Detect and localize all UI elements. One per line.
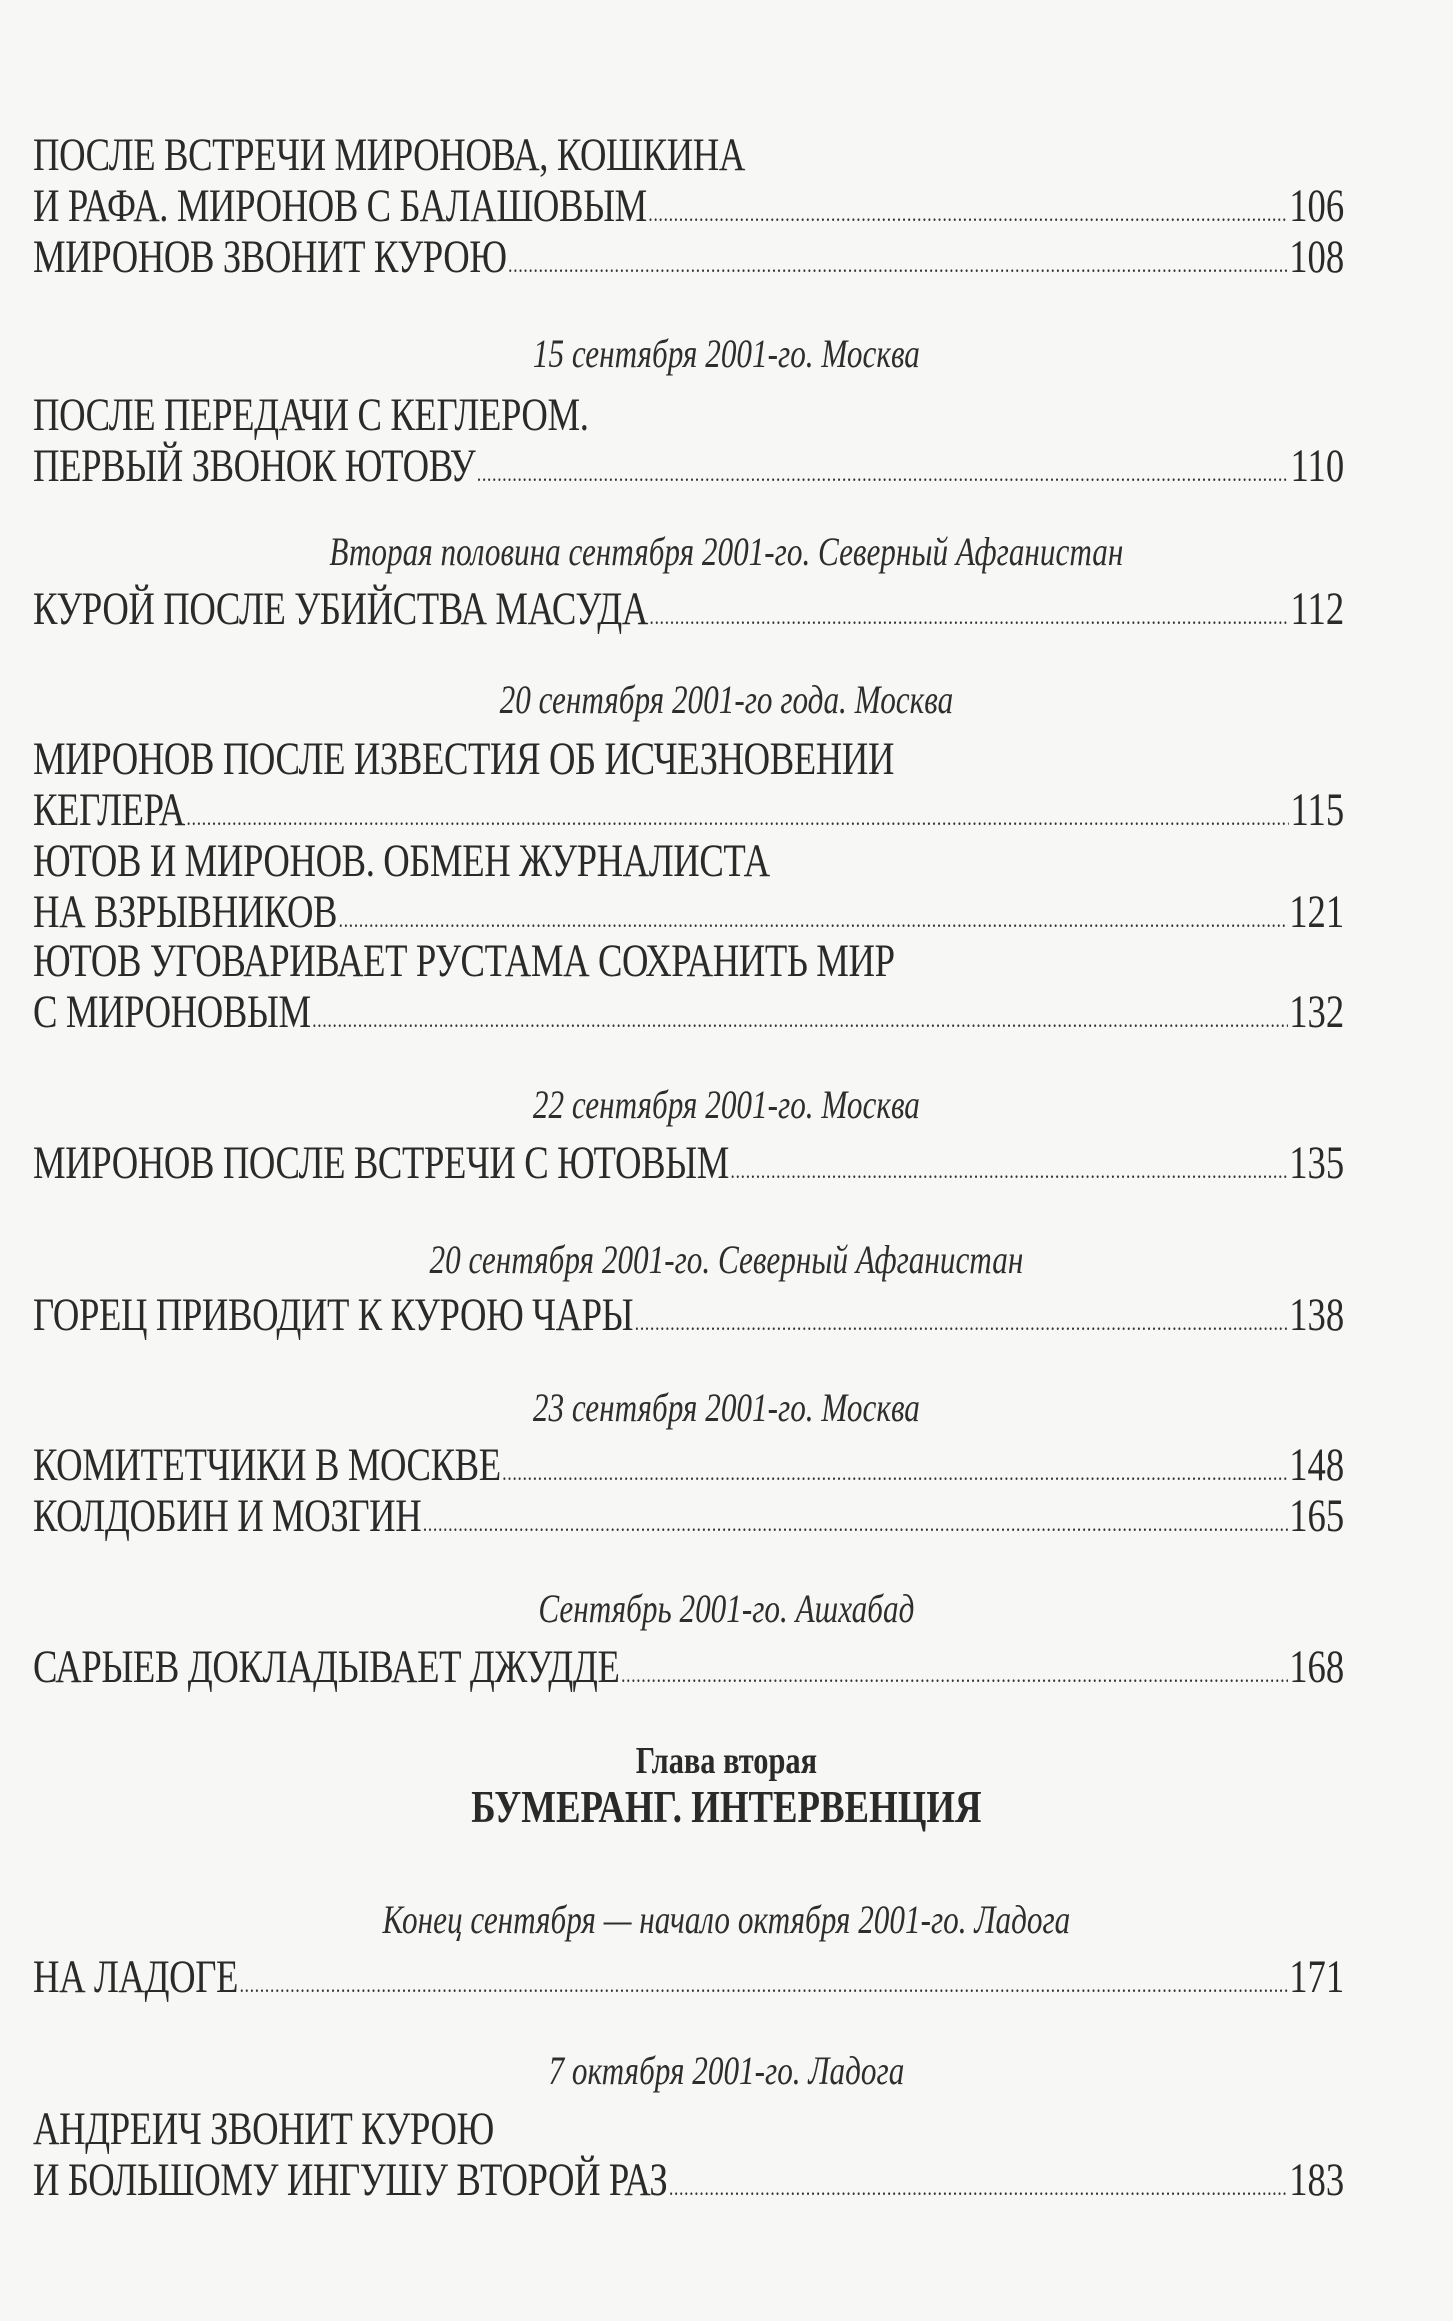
toc-entry-line <box>33 390 1344 440</box>
section-date-place: 23 сентября 2001-го. Москва <box>532 1385 920 1430</box>
section-date-place: Вторая половина сентября 2001-го. Северный Афганистан <box>329 529 1124 574</box>
toc-entry-title: КОЛДОБИН И МОЗГИН <box>33 1490 422 1542</box>
toc-entry <box>33 1491 1344 1541</box>
dot-leader <box>423 1499 1288 1549</box>
toc-entry-title: КЕГЛЕРА <box>33 784 185 836</box>
toc-entry <box>33 1290 1344 1340</box>
toc-entry-title: ПОСЛЕ ПЕРЕДАЧИ С КЕГЛЕРОМ. <box>33 389 589 441</box>
toc-entry-title: ЮТОВ УГОВАРИВАЕТ РУСТАМА СОХРАНИТЬ МИР <box>33 935 895 987</box>
toc-entry <box>33 584 1344 634</box>
section-date-place: Конец сентября — начало октября 2001-го. Ладога <box>382 1897 1071 1942</box>
dot-leader <box>240 1960 1288 2010</box>
section-date-place: 20 сентября 2001-го. Северный Афганистан <box>429 1237 1024 1282</box>
dot-leader <box>621 1650 1288 1700</box>
dot-leader <box>477 449 1289 499</box>
dot-leader <box>731 1146 1288 1196</box>
page-number: 168 <box>1289 1641 1345 1693</box>
toc-entry-title: МИРОНОВ ПОСЛЕ ВСТРЕЧИ С ЮТОВЫМ <box>33 1137 729 1189</box>
page-number: 148 <box>1289 1439 1345 1491</box>
chapter-label: Глава вторая <box>635 1740 818 1782</box>
toc-entry <box>33 181 1344 231</box>
toc-entry-title: АНДРЕИЧ ЗВОНИТ КУРОЮ <box>33 2103 494 2155</box>
page-number: 138 <box>1289 1289 1345 1341</box>
toc-entry-line <box>33 734 1344 784</box>
toc-entry-title: ПЕРВЫЙ ЗВОНОК ЮТОВУ <box>33 440 476 492</box>
toc-entry <box>33 2155 1344 2205</box>
toc-entry <box>33 441 1344 491</box>
toc-entry-title: САРЫЕВ ДОКЛАДЫВАЕТ ДЖУДДЕ <box>33 1641 620 1693</box>
toc-entry-title: НА ВЗРЫВНИКОВ <box>33 886 338 938</box>
page-number: 165 <box>1289 1490 1345 1542</box>
toc-entry <box>33 887 1344 937</box>
toc-entry-title: НА ЛАДОГЕ <box>33 1951 239 2003</box>
section-date-place: 22 сентября 2001-го. Москва <box>532 1082 920 1127</box>
toc-entry <box>33 1952 1344 2002</box>
toc-entry-title: И РАФА. МИРОНОВ С БАЛАШОВЫМ <box>33 180 647 232</box>
toc-entry-title: ЮТОВ И МИРОНОВ. ОБМЕН ЖУРНАЛИСТА <box>33 835 770 887</box>
page-number: 121 <box>1289 886 1345 938</box>
section-date-place: 7 октября 2001-го. Ладога <box>548 2048 905 2093</box>
toc-entry <box>33 987 1344 1037</box>
dot-leader <box>650 592 1289 642</box>
section-date-place: 20 сентября 2001-го года. Москва <box>499 677 954 722</box>
page-number: 110 <box>1290 440 1345 492</box>
toc-entry-title: КУРОЙ ПОСЛЕ УБИЙСТВА МАСУДА <box>33 583 648 635</box>
page-number: 112 <box>1290 583 1345 635</box>
page-number: 115 <box>1290 784 1345 836</box>
toc-entry-title: ПОСЛЕ ВСТРЕЧИ МИРОНОВА, КОШКИНА <box>33 129 745 181</box>
dot-leader <box>312 995 1287 1045</box>
chapter-title: БУМЕРАНГ. ИНТЕРВЕНЦИЯ <box>471 1781 982 1832</box>
toc-entry-title: МИРОНОВ ЗВОНИТ КУРОЮ <box>33 231 507 283</box>
toc-entry-line <box>33 936 1344 986</box>
dot-leader <box>669 2163 1288 2213</box>
toc-entry-title: МИРОНОВ ПОСЛЕ ИЗВЕСТИЯ ОБ ИСЧЕЗНОВЕНИИ <box>33 733 895 785</box>
dot-leader <box>635 1298 1288 1348</box>
toc-entry-title: С МИРОНОВЫМ <box>33 986 311 1038</box>
toc-entry <box>33 232 1344 282</box>
toc-entry <box>33 1440 1344 1490</box>
page-number: 135 <box>1289 1137 1345 1189</box>
toc-entry-line <box>33 130 1344 180</box>
section-date-place: Сентябрь 2001-го. Ашхабад <box>538 1586 915 1631</box>
toc-entry-line <box>33 2104 1344 2154</box>
page-number: 171 <box>1289 1951 1345 2003</box>
toc-entry-line <box>33 836 1344 886</box>
page-number: 106 <box>1289 180 1345 232</box>
page-number: 183 <box>1289 2154 1345 2206</box>
toc-entry <box>33 785 1344 835</box>
toc-entry-title: И БОЛЬШОМУ ИНГУШУ ВТОРОЙ РАЗ <box>33 2154 668 2206</box>
page-number: 132 <box>1289 986 1345 1038</box>
toc-entry <box>33 1642 1344 1692</box>
page-number: 108 <box>1289 231 1345 283</box>
section-date-place: 15 сентября 2001-го. Москва <box>532 331 920 376</box>
dot-leader <box>508 240 1287 290</box>
toc-entry <box>33 1138 1344 1188</box>
toc-entry-title: КОМИТЕТЧИКИ В МОСКВЕ <box>33 1439 501 1491</box>
toc-entry-title: ГОРЕЦ ПРИВОДИТ К КУРОЮ ЧАРЫ <box>33 1289 634 1341</box>
